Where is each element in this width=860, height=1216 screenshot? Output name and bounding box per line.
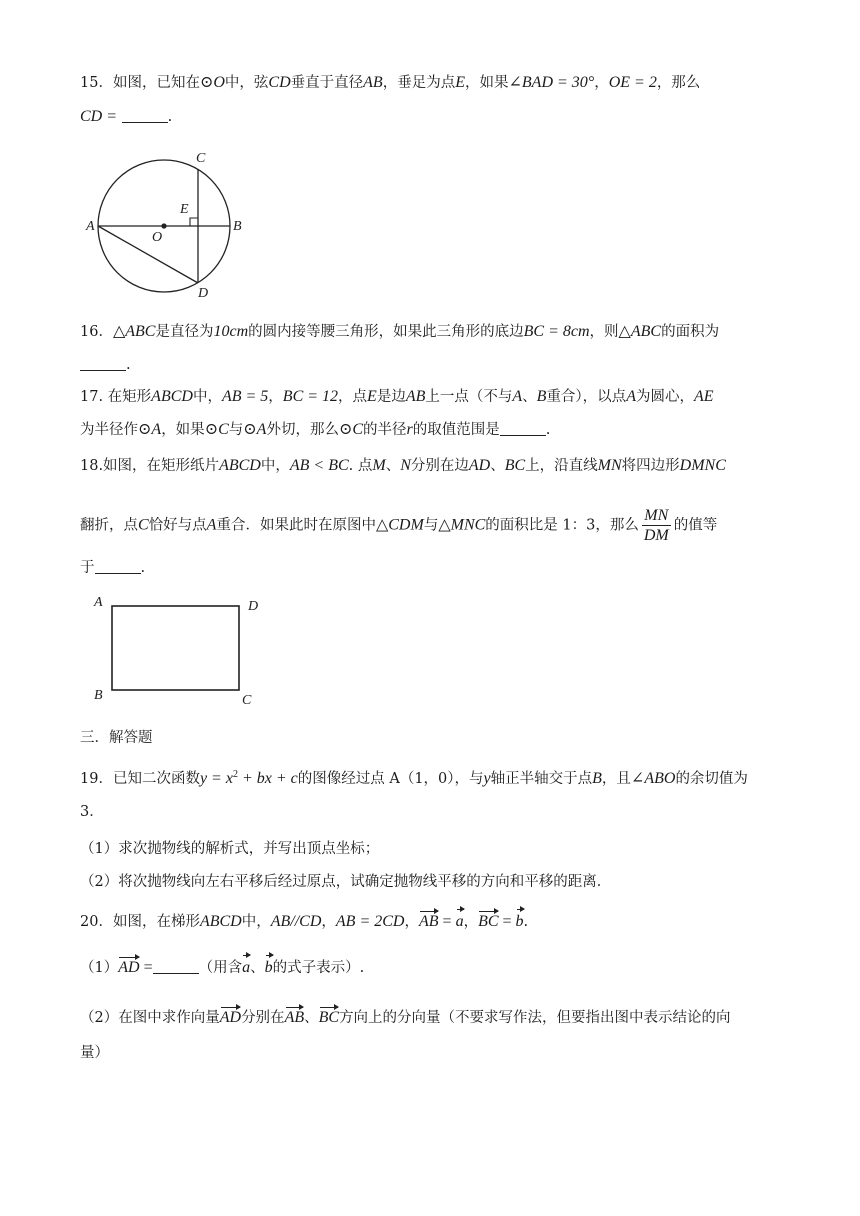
label-b: B <box>94 688 103 703</box>
math: AB = 5 <box>221 388 269 405</box>
question-number: 19．已知二次函数 <box>80 770 200 787</box>
question-number: 16． <box>80 324 113 340</box>
math: BC = 8cm <box>523 323 590 340</box>
text: 分别在边 <box>410 458 469 474</box>
text: ，则 <box>589 324 619 340</box>
text: 的半径 <box>363 422 407 438</box>
text: 将四边形 <box>621 458 680 474</box>
q18-line1 <box>80 456 790 476</box>
q19-part2: （2）将次抛物线向左右平移后经过原点，试确定抛物线平移的方向和平移的距离． <box>80 874 612 890</box>
vector-a: a <box>455 913 464 930</box>
q18-line2 <box>80 506 790 545</box>
q20-part1 <box>80 958 790 978</box>
text: 翻折，点 <box>80 517 138 534</box>
text: 中， <box>260 458 290 474</box>
center-point <box>161 223 166 228</box>
text: 上，沿直线 <box>525 458 598 474</box>
math: △CDM <box>375 516 424 534</box>
math: BC = 12 <box>282 388 339 405</box>
math: A <box>626 388 636 405</box>
question-number: 17. 在矩形 <box>80 389 152 405</box>
text: 上一点（不与 <box>425 389 513 405</box>
math: ∠ABO <box>630 769 676 787</box>
question-number: 20．如图，在梯形 <box>80 914 200 930</box>
text: 的取值范围是 <box>412 422 500 438</box>
math: AB <box>405 388 426 405</box>
circle-figure <box>78 145 258 305</box>
q16-line1 <box>80 322 790 342</box>
math: ⊙O <box>199 74 225 91</box>
text: 、 <box>522 389 537 405</box>
label-c: C <box>196 151 206 166</box>
math: C <box>138 516 149 534</box>
math: ⊙A <box>138 421 162 438</box>
text: 垂直于直径 <box>290 75 364 91</box>
fraction <box>642 506 671 545</box>
numerator: MN <box>642 506 671 526</box>
math: E <box>367 388 377 405</box>
vector-a: a <box>242 959 251 976</box>
text: 是边 <box>376 389 406 405</box>
vector-bc: BC <box>478 913 499 930</box>
math: M <box>372 457 386 474</box>
text: 与 <box>423 517 439 534</box>
text: 重合．如果此时在原图中 <box>216 517 376 534</box>
q17-line2 <box>80 420 790 440</box>
text: 、 <box>385 458 401 474</box>
math: ABCD <box>151 388 193 405</box>
q20-part2 <box>80 1008 790 1028</box>
math: △MNC <box>438 516 486 534</box>
q19-part1: （1）求次抛物线的解析式，并写出顶点坐标； <box>80 841 380 857</box>
q20-part2-cont: 量） <box>80 1045 109 1061</box>
answer-blank[interactable] <box>122 108 168 123</box>
text: . <box>545 422 551 438</box>
question-number: 18.如图，在矩形纸片 <box>80 458 220 474</box>
text: 与 <box>228 422 244 438</box>
question-number: 15． <box>80 75 113 91</box>
text: （1） <box>80 960 119 976</box>
text: ，如果 <box>161 422 205 438</box>
math: ABCD <box>199 913 242 930</box>
math: N <box>400 457 411 474</box>
text: （2）在图中求作向量 <box>80 1010 220 1026</box>
text: ， <box>594 75 609 91</box>
right-angle-mark <box>190 218 198 226</box>
math: AB <box>363 74 383 91</box>
math: A <box>206 516 217 534</box>
q18-line3 <box>80 558 790 578</box>
text: ，垂足为点 <box>382 75 456 91</box>
math: ABCD <box>219 457 261 474</box>
text: . <box>523 914 529 930</box>
answer-blank[interactable] <box>153 959 199 974</box>
math: AE <box>693 388 714 405</box>
text: 中， <box>192 389 222 405</box>
rectangle <box>112 606 239 690</box>
label-d: D <box>198 286 209 301</box>
label-b: B <box>233 219 242 234</box>
q15-line1 <box>80 73 790 93</box>
text: 如图，已知在 <box>112 75 200 91</box>
math: ∠BAD = 30° <box>508 74 595 91</box>
text: . <box>167 109 173 125</box>
section-heading: 三．解答题 <box>80 730 153 746</box>
text: 恰好与点 <box>148 517 207 534</box>
text: ， <box>321 914 336 930</box>
math: y <box>483 769 491 787</box>
text: . <box>126 357 131 373</box>
text: 的图像经过点 A（1，0），与 <box>297 770 484 787</box>
text: ，点 <box>338 389 368 405</box>
math: CD = <box>80 108 118 125</box>
text: 的式子表示）. <box>272 960 365 976</box>
math: ⊙C <box>338 421 364 438</box>
text: 的圆内接等腰三角形，如果此三角形的底边 <box>248 324 524 340</box>
text: 、 <box>250 960 265 976</box>
q19-line1 <box>80 765 790 789</box>
math: DMNC <box>679 457 726 474</box>
math: AB//CD <box>270 913 322 930</box>
text: 的面积比是 1：3，那么 <box>485 517 639 534</box>
text: 为半径作 <box>80 422 138 438</box>
vector-ad: AD <box>118 959 140 976</box>
math: 2 <box>232 769 238 780</box>
math: B <box>536 388 547 405</box>
math: = <box>139 959 153 976</box>
math: OE = 2 <box>608 74 657 91</box>
text: 的面积为 <box>661 324 720 340</box>
text: 、 <box>304 1010 319 1026</box>
text: 轴正半轴交于点 <box>490 770 593 787</box>
label-c: C <box>242 693 252 708</box>
math: A <box>512 388 523 405</box>
text: （用含 <box>198 960 243 976</box>
math: △ABC <box>618 323 662 340</box>
text: ， <box>404 914 419 930</box>
text: ，且 <box>601 770 631 787</box>
q17-line1 <box>80 387 790 407</box>
answer-blank[interactable] <box>95 559 141 574</box>
text: 中，弦 <box>224 75 269 91</box>
text: 于 <box>80 560 95 576</box>
text: 外切，那么 <box>266 422 339 438</box>
vector-ad: AD <box>219 1009 242 1026</box>
text: . <box>140 560 146 576</box>
text: . 点 <box>348 458 373 474</box>
label-e: E <box>180 202 189 217</box>
math: MN <box>597 457 622 474</box>
denominator: DM <box>643 527 669 544</box>
math: △ABC <box>112 323 156 340</box>
segment-ad <box>98 226 198 283</box>
rectangle-figure <box>88 590 268 710</box>
q20-line1 <box>80 912 790 932</box>
math: AD <box>468 457 491 474</box>
q15-line2 <box>80 107 790 127</box>
text: 是直径为 <box>155 324 214 340</box>
label-a: A <box>94 595 103 610</box>
math: = <box>498 913 516 930</box>
label-d: D <box>248 599 259 614</box>
answer-blank[interactable] <box>80 356 126 371</box>
math: + bx + c <box>237 769 298 787</box>
math: = <box>438 913 456 930</box>
text: 方向上的分向量（不要求写作法，但要指出图中表示结论的向 <box>339 1010 731 1026</box>
math: E <box>455 74 465 91</box>
vector-b: b <box>264 959 273 976</box>
math: BC <box>504 457 526 474</box>
math: r <box>406 421 413 438</box>
text: ， <box>268 389 283 405</box>
text: ， <box>463 914 479 930</box>
vector-bc: BC <box>318 1009 340 1026</box>
text: 重合），以点 <box>546 389 627 405</box>
vector-ab: AB <box>284 1009 305 1026</box>
q19-line2: 3． <box>80 804 104 820</box>
math: ⊙A <box>243 421 267 438</box>
answer-blank[interactable] <box>500 421 546 436</box>
text: 的余切值为 <box>675 770 748 787</box>
text: 中， <box>241 914 271 930</box>
math: ⊙C <box>204 421 229 438</box>
math: 10cm <box>213 323 249 340</box>
math: y = x <box>199 769 233 787</box>
text: 、 <box>490 458 505 474</box>
text: ，如果 <box>464 75 509 91</box>
text: 的值等 <box>673 517 718 534</box>
math: AB = 2CD <box>335 913 405 930</box>
label-o: O <box>152 230 163 245</box>
q16-line2 <box>80 355 790 375</box>
text: 为圆心， <box>635 389 694 405</box>
math: CD <box>268 74 291 91</box>
label-a: A <box>86 219 95 234</box>
math: B <box>592 769 602 787</box>
math: AB < BC <box>289 457 349 474</box>
vector-b: b <box>515 913 524 930</box>
vector-ab: AB <box>418 913 439 930</box>
text: ，那么 <box>656 75 701 91</box>
text: 分别在 <box>241 1010 285 1026</box>
